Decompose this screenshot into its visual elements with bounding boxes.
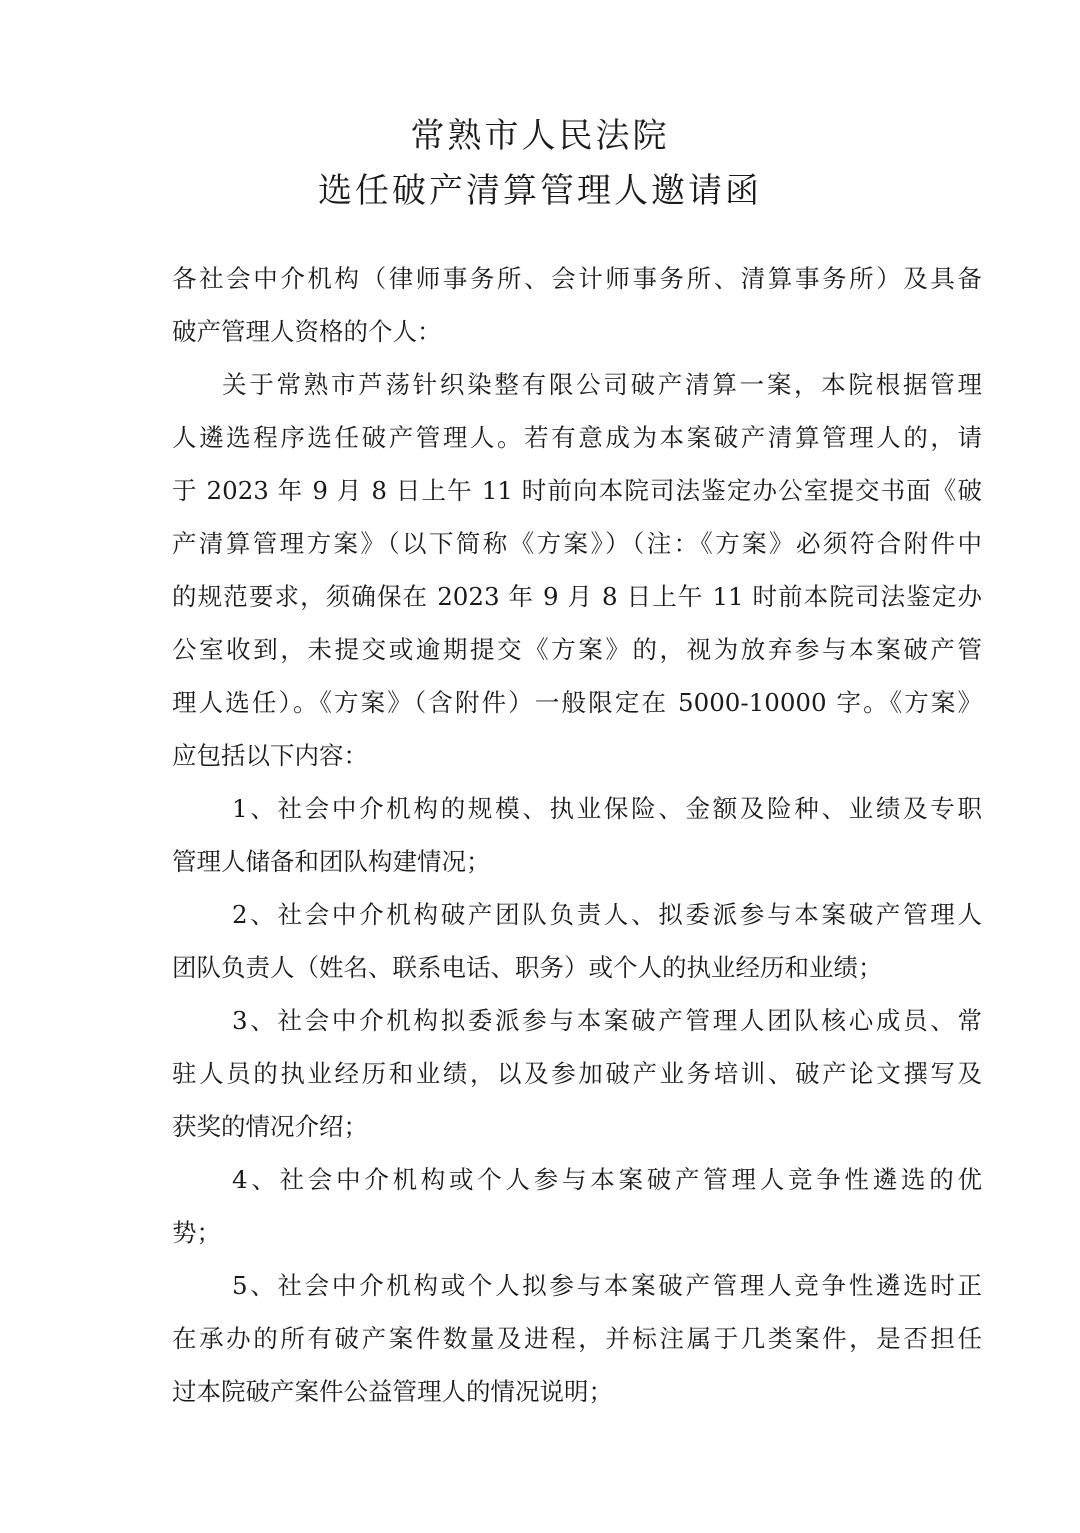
text-line: 3、社会中介机构拟委派参与本案破产管理人团队核心成员、常 (232, 1006, 982, 1035)
list-item (172, 792, 982, 898)
list-item (172, 1163, 982, 1269)
text-line: 在承办的所有破产案件数量及进程，并标注属于几类案件，是否担任 (172, 1324, 982, 1353)
text-line: 4、社会中介机构或个人参与本案破产管理人竞争性遴选的优 (232, 1165, 982, 1194)
text-line: 5、社会中介机构或个人拟参与本案破产管理人竞争性遴选时正 (232, 1271, 982, 1300)
text-line: 1、社会中介机构的规模、执业保险、金额及险种、业绩及专职 (232, 794, 982, 823)
text-line: 于 2023 年 9 月 8 日上午 11 时前向本院司法鉴定办公室提交书面《破 (172, 476, 982, 505)
list-item (172, 898, 982, 1004)
text-line: 2、社会中介机构破产团队负责人、拟委派参与本案破产管理人 (232, 900, 982, 929)
text-line: 驻人员的执业经历和业绩，以及参加破产业务培训、破产论文撰写及 (172, 1059, 982, 1088)
list-item (172, 1269, 982, 1428)
text-line: 管理人储备和团队构建情况； (172, 847, 491, 876)
text-line: 关于常熟市芦荡针织染整有限公司破产清算一案，本院根据管理 (222, 370, 982, 399)
document-title-letter: 选任破产清算管理人邀请函 (318, 171, 762, 211)
text-line: 团队负责人（姓名、联系电话、职务）或个人的执业经历和业绩； (172, 953, 883, 982)
text-line: 获奖的情况介绍； (172, 1112, 368, 1141)
document-body (172, 262, 982, 1428)
text-line: 势； (172, 1218, 221, 1247)
text-line: 公室收到，未提交或逾期提交《方案》的，视为放弃参与本案破产管 (172, 635, 982, 664)
text-line: 理人选任）。《方案》（含附件）一般限定在 5000-10000 字。《方案》 (172, 688, 982, 717)
body-paragraph (172, 368, 982, 792)
text-line: 人遴选程序选任破产管理人。若有意成为本案破产清算管理人的，请 (172, 423, 982, 452)
text-line: 的规范要求，须确保在 2023 年 9 月 8 日上午 11 时前本院司法鉴定办 (172, 582, 982, 611)
text-line: 破产管理人资格的个人： (172, 317, 442, 346)
salutation-paragraph (172, 262, 982, 368)
document-title-court: 常熟市人民法院 (410, 116, 670, 156)
text-line: 各社会中介机构（律师事务所、会计师事务所、清算事务所）及具备 (172, 264, 982, 293)
text-line: 应包括以下内容： (172, 741, 368, 770)
text-line: 过本院破产案件公益管理人的情况说明； (172, 1377, 613, 1406)
list-item (172, 1004, 982, 1163)
text-line: 产清算管理方案》（以下简称《方案》）（注：《方案》必须符合附件中 (172, 529, 982, 558)
